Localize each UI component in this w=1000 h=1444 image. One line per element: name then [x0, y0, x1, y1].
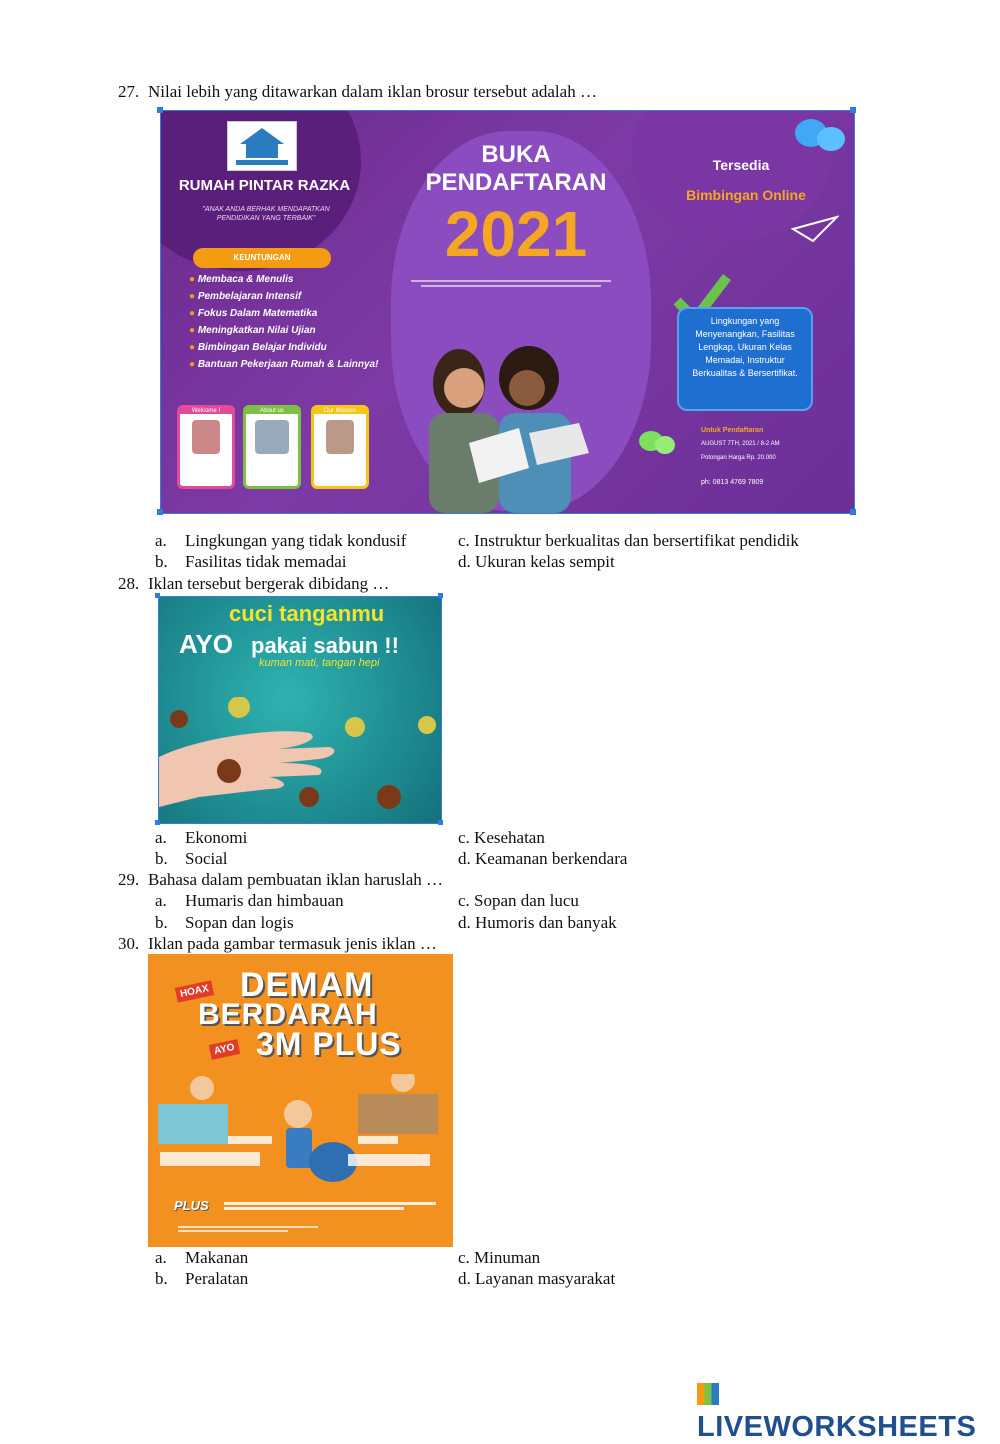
- plus-description: [224, 1200, 436, 1214]
- resize-handle[interactable]: [438, 820, 443, 825]
- question-29: [118, 870, 443, 890]
- question-number: 28.: [118, 574, 140, 593]
- dengue-ad-image: [148, 954, 453, 1247]
- option-28d[interactable]: d. Keamanan berkendara: [458, 849, 628, 868]
- brochure-image: [160, 110, 855, 514]
- soap-line3: kuman mati, tangan hepi: [259, 657, 380, 669]
- footer-text: [178, 1224, 318, 1238]
- dengue-title2: BERDARAH: [198, 998, 378, 1031]
- card-about: About us: [243, 405, 301, 489]
- features-box: Lingkungan yang Menyenangkan, Fasilitas Lengkap, Ukuran Kelas Memadai, Instruktur Berkualitas & Bersertifikat.: [677, 307, 813, 411]
- benefit-item: ● Pembelajaran Intensif: [189, 291, 302, 302]
- option-30a[interactable]: a. Makanan: [155, 1248, 249, 1267]
- hand-with-germs: [159, 697, 441, 823]
- option-29d[interactable]: d. Humoris dan banyak: [458, 913, 617, 932]
- option-30d[interactable]: d. Layanan masyarakat: [458, 1269, 616, 1288]
- school-logo: [227, 121, 297, 171]
- logo-icon: [697, 1383, 719, 1405]
- option-30c[interactable]: c. Minuman: [458, 1248, 541, 1267]
- question-number: 30.: [118, 934, 140, 953]
- resize-handle[interactable]: [438, 593, 443, 598]
- register-date: AUGUST 7TH, 2021 / 8-2 AM: [701, 441, 780, 447]
- option-27d[interactable]: d. Ukuran kelas sempit: [458, 552, 615, 571]
- benefit-item: ● Bantuan Pekerjaan Rumah & Lainnya!: [189, 359, 379, 370]
- liveworksheets-logo: LIVEWORKSHEETS: [697, 1378, 1000, 1444]
- paper-plane-icon: [791, 215, 839, 243]
- option-30b[interactable]: b. Peralatan: [155, 1269, 249, 1288]
- year: 2021: [444, 198, 588, 270]
- option-27a[interactable]: a. Lingkungan yang tidak kondusif: [155, 531, 407, 550]
- dengue-title1: DEMAM: [240, 966, 374, 1004]
- benefit-item: ● Fokus Dalam Matematika: [189, 308, 318, 319]
- resize-handle[interactable]: [157, 107, 163, 113]
- option-28c[interactable]: c. Kesehatan: [458, 828, 545, 847]
- tagline: "ANAK ANDA BERHAK MENDAPATKAN PENDIDIKAN YANG TERBAIK": [202, 206, 330, 222]
- resize-handle[interactable]: [157, 509, 163, 515]
- option-29b[interactable]: b. Sopan dan logis: [155, 913, 294, 932]
- register-label: Untuk Pendaftaran: [701, 427, 764, 434]
- question-27: [118, 82, 597, 102]
- soap-line1: cuci tanganmu: [229, 601, 385, 626]
- option-29c[interactable]: c. Sopan dan lucu: [458, 891, 579, 910]
- question-text: Nilai lebih yang ditawarkan dalam iklan brosur tersebut adalah …: [148, 82, 597, 101]
- question-text: Bahasa dalam pembuatan iklan haruslah …: [148, 870, 444, 889]
- lorem-text: [401, 277, 621, 291]
- option-27c[interactable]: c. Instruktur berkualitas dan bersertifikat pendidik: [458, 531, 799, 550]
- soap-line2: pakai sabun !!: [251, 633, 399, 658]
- handwashing-ad-image: [158, 596, 442, 824]
- children-illustration: [148, 1074, 453, 1194]
- headline: BUKA PENDAFTARAN: [425, 141, 607, 196]
- question-30: [118, 934, 437, 954]
- butterfly-icon: [791, 111, 851, 161]
- resize-handle[interactable]: [850, 509, 856, 515]
- students-photo: [409, 333, 609, 513]
- question-text: Iklan tersebut bergerak dibidang …: [148, 574, 390, 593]
- dengue-tag1: HOAX: [175, 980, 214, 1002]
- option-28a[interactable]: a. Ekonomi: [155, 828, 248, 847]
- benefits-list: [189, 271, 389, 373]
- benefit-item: ● Membaca & Menulis: [189, 274, 294, 285]
- dengue-title3: 3M PLUS: [256, 1026, 402, 1062]
- benefit-item: ● Bimbingan Belajar Individu: [189, 342, 327, 353]
- option-27b[interactable]: b. Fasilitas tidak memadai: [155, 552, 347, 571]
- dengue-tag2: AYO: [209, 1039, 240, 1060]
- register-price: Potongan Harga Rp. 20.000: [701, 455, 776, 461]
- benefit-item: ● Meningkatkan Nilai Ujian: [189, 325, 316, 336]
- butterfly-icon: [637, 425, 677, 461]
- available-label: Tersedia: [712, 157, 770, 173]
- question-28: [118, 574, 389, 594]
- question-number: 27.: [118, 82, 140, 101]
- benefits-label: KEUNTUNGAN: [193, 248, 331, 268]
- card-welcome: Welcome !: [177, 405, 235, 489]
- school-name: RUMAH PINTAR RAZKA: [178, 177, 351, 194]
- online-label: Bimbingan Online: [686, 187, 806, 203]
- card-mission: Our Mission: [311, 405, 369, 489]
- resize-handle[interactable]: [155, 593, 160, 598]
- question-number: 29.: [118, 870, 140, 889]
- resize-handle[interactable]: [155, 820, 160, 825]
- soap-ayo: AYO: [179, 629, 233, 659]
- option-29a[interactable]: a. Humaris dan himbauan: [155, 891, 344, 910]
- option-28b[interactable]: b. Social: [155, 849, 228, 868]
- question-text: Iklan pada gambar termasuk jenis iklan …: [148, 934, 437, 953]
- resize-handle[interactable]: [850, 107, 856, 113]
- register-phone: ph: 0813 4769 7809: [701, 479, 764, 486]
- dengue-plus: PLUS: [174, 1198, 209, 1213]
